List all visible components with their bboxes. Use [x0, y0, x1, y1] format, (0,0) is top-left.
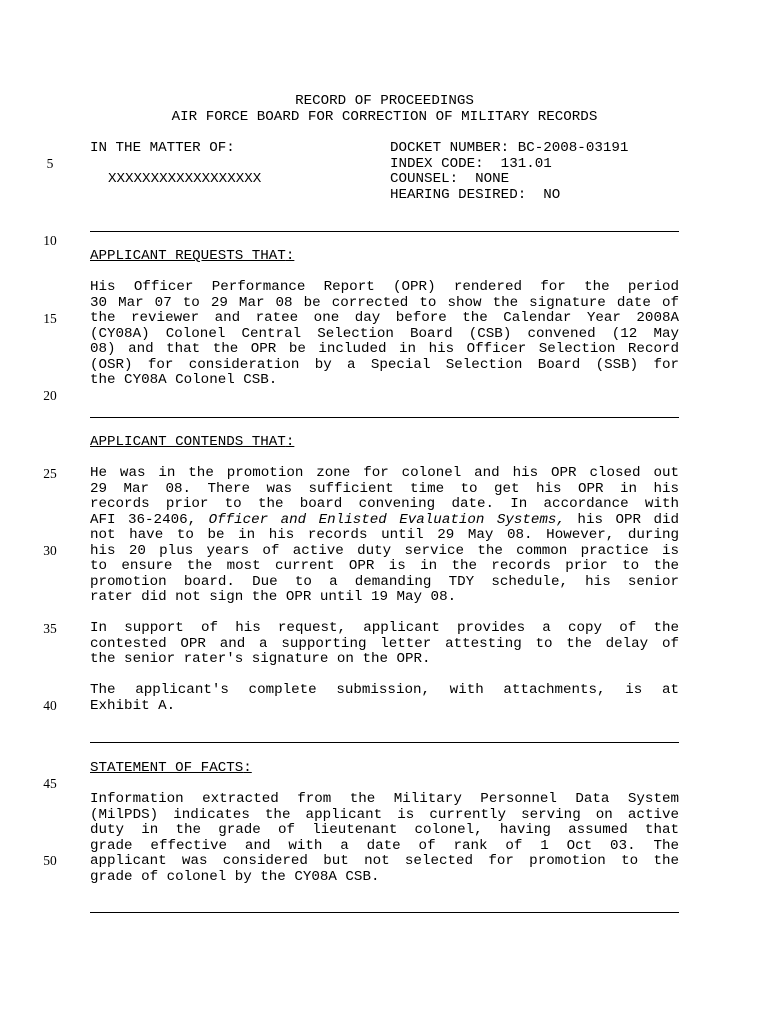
text-line: 08) and that the OPR be included in his Officer Selection Record — [90, 341, 679, 357]
section-divider — [90, 231, 679, 232]
docket-number: DOCKET NUMBER: BC-2008-03191 — [390, 140, 629, 156]
line-number: 50 — [43, 853, 57, 868]
text-line: rater did not sign the OPR until 19 May 08. — [90, 589, 457, 605]
facts-paragraph — [90, 792, 679, 885]
heading-text: APPLICANT CONTENDS THAT — [90, 434, 286, 450]
text-line: duty in the grade of lieutenant colonel, having assumed that — [90, 822, 679, 838]
text-line: Information extracted from the Military Personnel Data System — [90, 791, 679, 807]
section-heading-facts: STATEMENT OF FACTS: — [90, 760, 252, 776]
line-number: 15 — [43, 311, 57, 326]
line-number: 20 — [43, 388, 57, 403]
afi-suffix: his OPR did — [564, 511, 679, 528]
text-line: not have to be in his records until 29 May 08. However, during — [90, 527, 679, 543]
applicant-name: XXXXXXXXXXXXXXXXXX — [108, 171, 262, 187]
text-line: applicant was considered but not selected for promotion to the — [90, 853, 679, 869]
text-line: In support of his request, applicant provides a copy of the — [90, 620, 679, 636]
line-number: 10 — [43, 233, 57, 248]
heading-text: STATEMENT OF FACTS — [90, 760, 244, 776]
hearing-desired: HEARING DESIRED: NO — [390, 186, 561, 203]
text-line: The applicant's complete submission, with attachments, is at — [90, 682, 679, 698]
title-line-2: AIR FORCE BOARD FOR CORRECTION OF MILITARY RECORDS — [171, 108, 598, 125]
contends-paragraph-2 — [90, 621, 679, 668]
text-line-afi — [90, 513, 679, 529]
contends-paragraph-3 — [90, 683, 679, 714]
heading-text: APPLICANT REQUESTS THAT — [90, 248, 286, 264]
text-line: records prior to the board convening date. In accordance with — [90, 496, 679, 512]
requests-paragraph — [90, 280, 679, 389]
document-title — [90, 94, 679, 125]
text-line: 29 Mar 08. There was sufficient time to get his OPR in his — [90, 480, 679, 497]
line-number: 35 — [43, 621, 57, 636]
text-line: the senior rater's signature on the OPR. — [90, 651, 431, 667]
text-line: grade effective and with a date of rank of 1 Oct 03. The — [90, 837, 679, 854]
section-divider — [90, 912, 679, 913]
text-line: his 20 plus years of active duty service the common practice is — [90, 542, 679, 559]
text-line: (CY08A) Colonel Central Selection Board (CSB) convened (12 May — [90, 325, 679, 342]
afi-title: Officer and Enlisted Evaluation Systems, — [208, 511, 565, 528]
line-number: 40 — [43, 698, 57, 713]
text-line: grade of colonel by the CY08A CSB. — [90, 868, 380, 885]
matter-label: IN THE MATTER OF: — [90, 140, 235, 156]
text-line: to ensure the most current OPR is in the records prior to the — [90, 558, 679, 574]
text-line: His Officer Performance Report (OPR) rendered for the period — [90, 279, 679, 295]
text-line: contested OPR and a supporting letter attesting to the delay of — [90, 635, 679, 652]
text-line: He was in the promotion zone for colonel and his OPR closed out — [90, 465, 679, 481]
index-code: INDEX CODE: 131.01 — [390, 155, 552, 172]
text-line: Exhibit A. — [90, 697, 176, 714]
counsel: COUNSEL: NONE — [390, 171, 510, 187]
text-line: the CY08A Colonel CSB. — [90, 372, 278, 388]
text-line: 30 Mar 07 to 29 Mar 08 be corrected to show the signature date of — [90, 294, 679, 311]
line-number: 5 — [46, 156, 54, 171]
contends-paragraph-1 — [90, 466, 679, 606]
title-line-1: RECORD OF PROCEEDINGS — [295, 93, 474, 109]
text-line: (MilPDS) indicates the applicant is currently serving on active — [90, 806, 679, 823]
line-number: 25 — [43, 466, 57, 481]
section-divider — [90, 742, 679, 743]
line-number: 45 — [43, 776, 57, 791]
section-heading-requests: APPLICANT REQUESTS THAT: — [90, 248, 295, 264]
afi-number: AFI 36-2406, — [90, 511, 209, 528]
text-line: (OSR) for consideration by a Special Selection Board (SSB) for — [90, 356, 679, 373]
section-heading-contends: APPLICANT CONTENDS THAT: — [90, 434, 295, 450]
section-divider — [90, 417, 679, 418]
text-line: the reviewer and ratee one day before the Calendar Year 2008A — [90, 310, 679, 326]
text-line: promotion board. Due to a demanding TDY schedule, his senior — [90, 573, 679, 590]
line-number: 30 — [43, 543, 57, 558]
